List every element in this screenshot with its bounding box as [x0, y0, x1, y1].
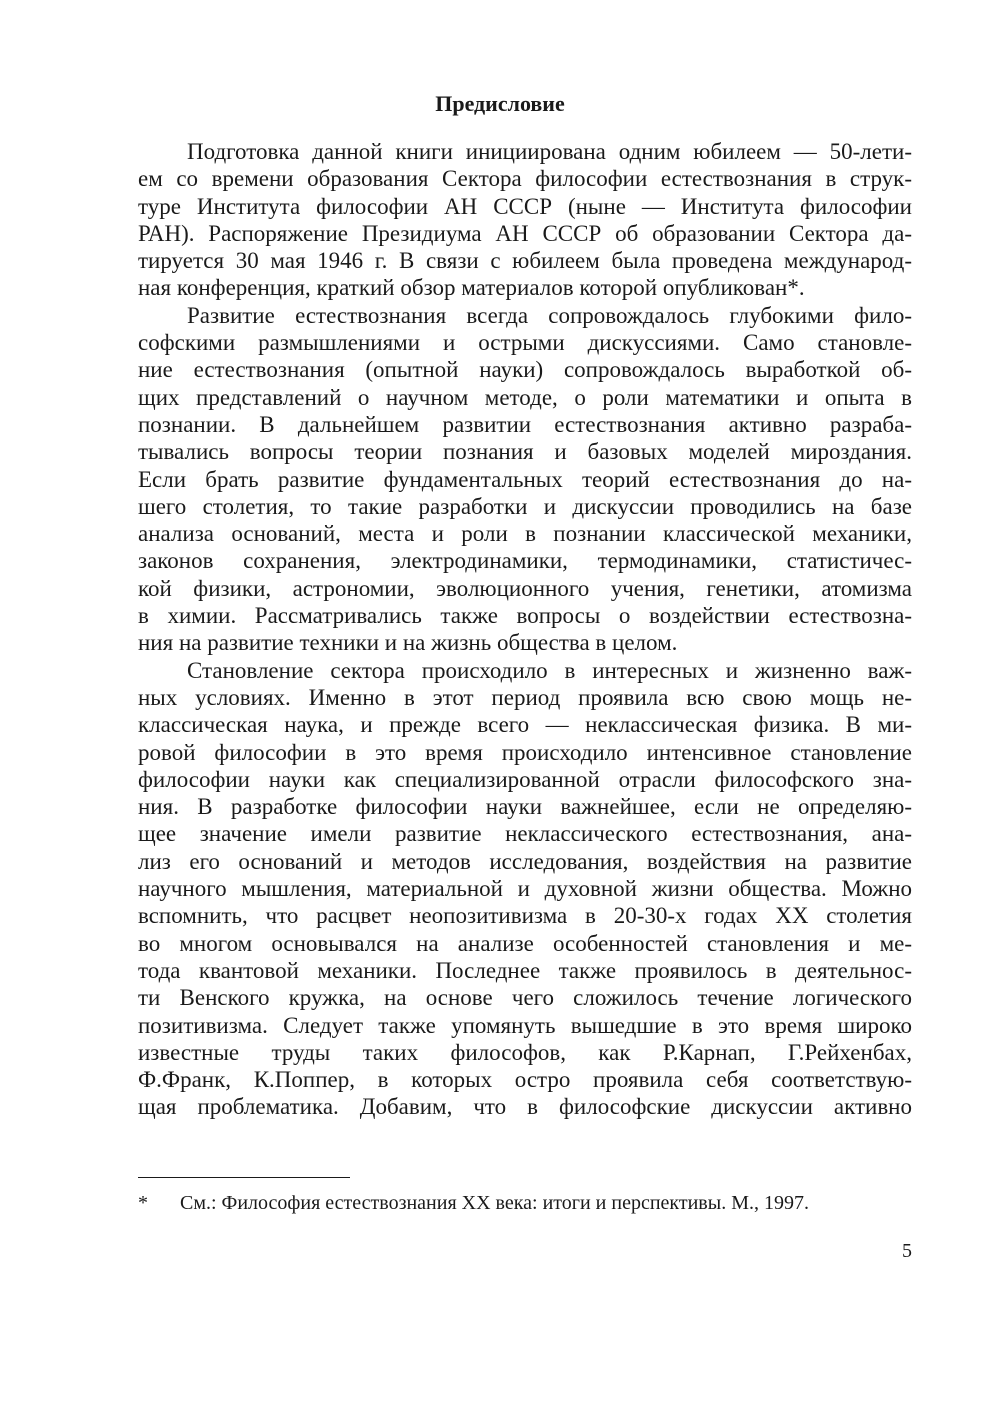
text-line: известные труды таких философов, как Р.Карнап, Г.Рейхенбах,	[138, 1039, 912, 1065]
footnote-text: См.: Философия естествознания XX века: итоги и перспективы. М., 1997.	[180, 1192, 809, 1214]
text-line: тода квантовой механики. Последнее также проявилось в деятельнос-	[138, 957, 912, 983]
text-line: во многом основывался на анализе особенностей становления и ме-	[138, 930, 912, 956]
text-line: кой физики, астрономии, эволюционного учения, генетики, атомизма	[138, 575, 912, 601]
text-line: Ф.Франк, К.Поппер, в которых остро проявила себя соответствую-	[138, 1067, 912, 1093]
text-line: познании. В дальнейшем развитии естествознания активно разраба-	[138, 411, 912, 437]
body-text	[138, 138, 912, 1121]
text-line: ние естествознания (опытной науки) сопровождалось выработкой об-	[138, 357, 912, 383]
text-line: ная конференция, краткий обзор материалов которой опубликован*.	[138, 275, 805, 301]
text-line: ти Венского кружка, на основе чего сложилось течение логического	[138, 985, 912, 1011]
text-line: щая проблематика. Добавим, что в философские дискуссии активно	[138, 1094, 912, 1120]
footnote	[138, 1190, 912, 1216]
text-line: щее значение имели развитие неклассического естествознания, ана-	[138, 821, 912, 847]
text-line: позитивизма. Следует также упомянуть вышедшие в это время широко	[138, 1012, 912, 1038]
text-line: шего столетия, то такие разработки и дискуссии проводились на базе	[138, 493, 912, 519]
text-line: Становление сектора происходило в интересных и жизненно важ-	[187, 657, 912, 683]
text-line: законов сохранения, электродинамики, термодинамики, статистичес-	[138, 548, 912, 574]
text-line: Подготовка данной книги инициирована одним юбилеем — 50-лети-	[187, 139, 912, 164]
text-line: ровой философии в это время происходило интенсивное становление	[138, 739, 912, 765]
text-line: ния. В разработке философии науки важнейшее, если не определяю-	[138, 794, 912, 820]
footnote-marker: *	[138, 1192, 148, 1214]
text-line: Если брать развитие фундаментальных теорий естествознания до на-	[138, 466, 912, 492]
text-line: туре Института философии АН СССР (ныне — Института философии	[138, 193, 912, 219]
page-heading: Предисловие	[435, 91, 565, 116]
text-line: Развитие естествознания всегда сопровождалось глубокими фило-	[187, 302, 912, 328]
text-line: софскими размышлениями и острыми дискуссиями. Само становле-	[138, 330, 912, 356]
text-line: ных условиях. Именно в этот период проявила всю свою мощь не-	[138, 684, 912, 710]
text-line: ем со времени образования Сектора философии естествознания в струк-	[138, 166, 912, 192]
text-line: лиз его оснований и методов исследования, воздействия на развитие	[138, 848, 912, 874]
text-line: анализа оснований, места и роли в познании классической механики,	[138, 521, 912, 547]
text-line: тывались вопросы теории познания и базовых моделей мироздания.	[138, 439, 912, 465]
text-line: вспомнить, что расцвет неопозитивизма в 20-30-х годах XX столетия	[138, 903, 912, 929]
text-line: классическая наука, и прежде всего — неклассическая физика. В ми-	[138, 712, 912, 738]
footnote-divider	[138, 1177, 350, 1178]
page-number: 5	[902, 1240, 912, 1262]
text-line: в химии. Рассматривались также вопросы о воздействии естествозна-	[138, 603, 912, 629]
text-line: РАН). Распоряжение Президиума АН СССР об образовании Сектора да-	[138, 220, 912, 246]
text-line: философии науки как специализированной отрасли философского зна-	[138, 766, 912, 792]
text-line: научного мышления, материальной и духовной жизни общества. Можно	[138, 876, 912, 902]
text-line: щих представлений о научном методе, о роли математики и опыта в	[138, 384, 912, 410]
text-line: тируется 30 мая 1946 г. В связи с юбилеем была проведена международ-	[138, 248, 912, 274]
text-line: ния на развитие техники и на жизнь общества в целом.	[138, 630, 678, 656]
